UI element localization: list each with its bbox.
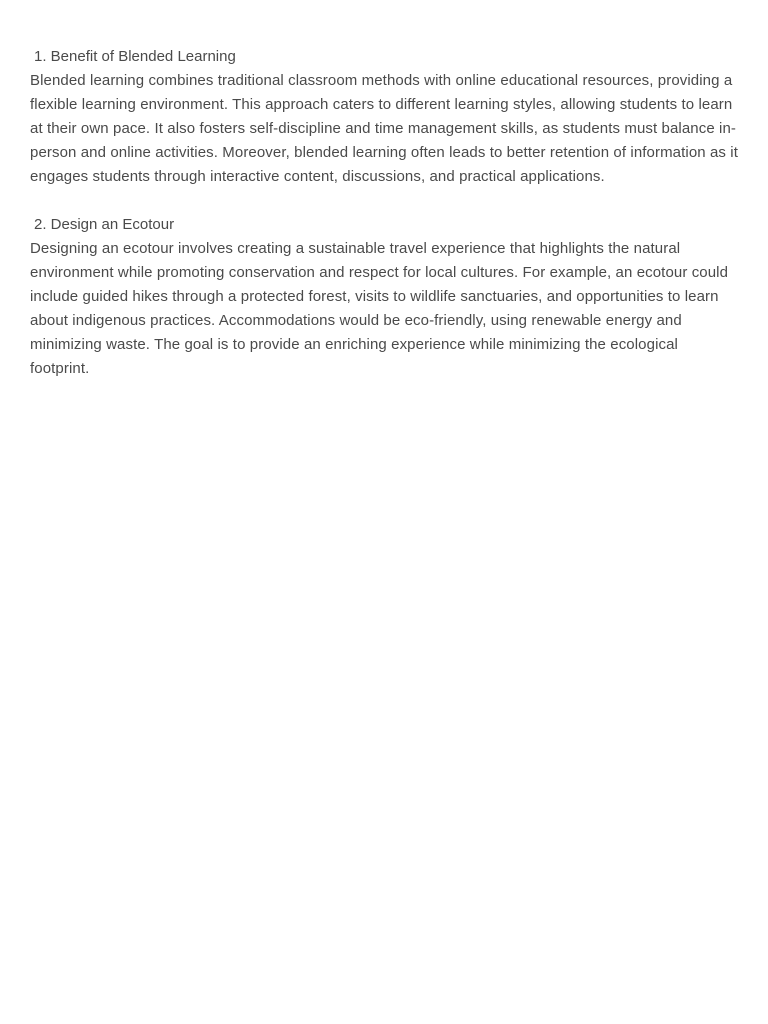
section-title: 1. Benefit of Blended Learning [34, 48, 236, 65]
section-body: Blended learning combines traditional classroom methods with online educational resources, providing a flexible learning environment. This approach caters to different learning styles, allowing students to learn at their own pace. It also fosters self-discipline and time management skills, as students must balance in-person and online activities. Moreover, blended learning often leads to better retention of information as it engages students through interactive content, discussions, and practical applications. [30, 72, 738, 185]
section-title: 2. Design an Ecotour [34, 216, 175, 233]
section-body: Designing an ecotour involves creating a sustainable travel experience that highlights the natural environment while promoting conservation and respect for local cultures. For example, an ecotour could include guided hikes through a protected forest, visits to wildlife sanctuaries, and opportunities to learn about indigenous practices. Accommodations would be eco-friendly, using renewable energy and minimizing waste. The goal is to provide an enriching experience while minimizing the ecological footprint. [30, 240, 729, 377]
section-blended-learning [30, 45, 740, 189]
section-ecotour [30, 213, 740, 381]
